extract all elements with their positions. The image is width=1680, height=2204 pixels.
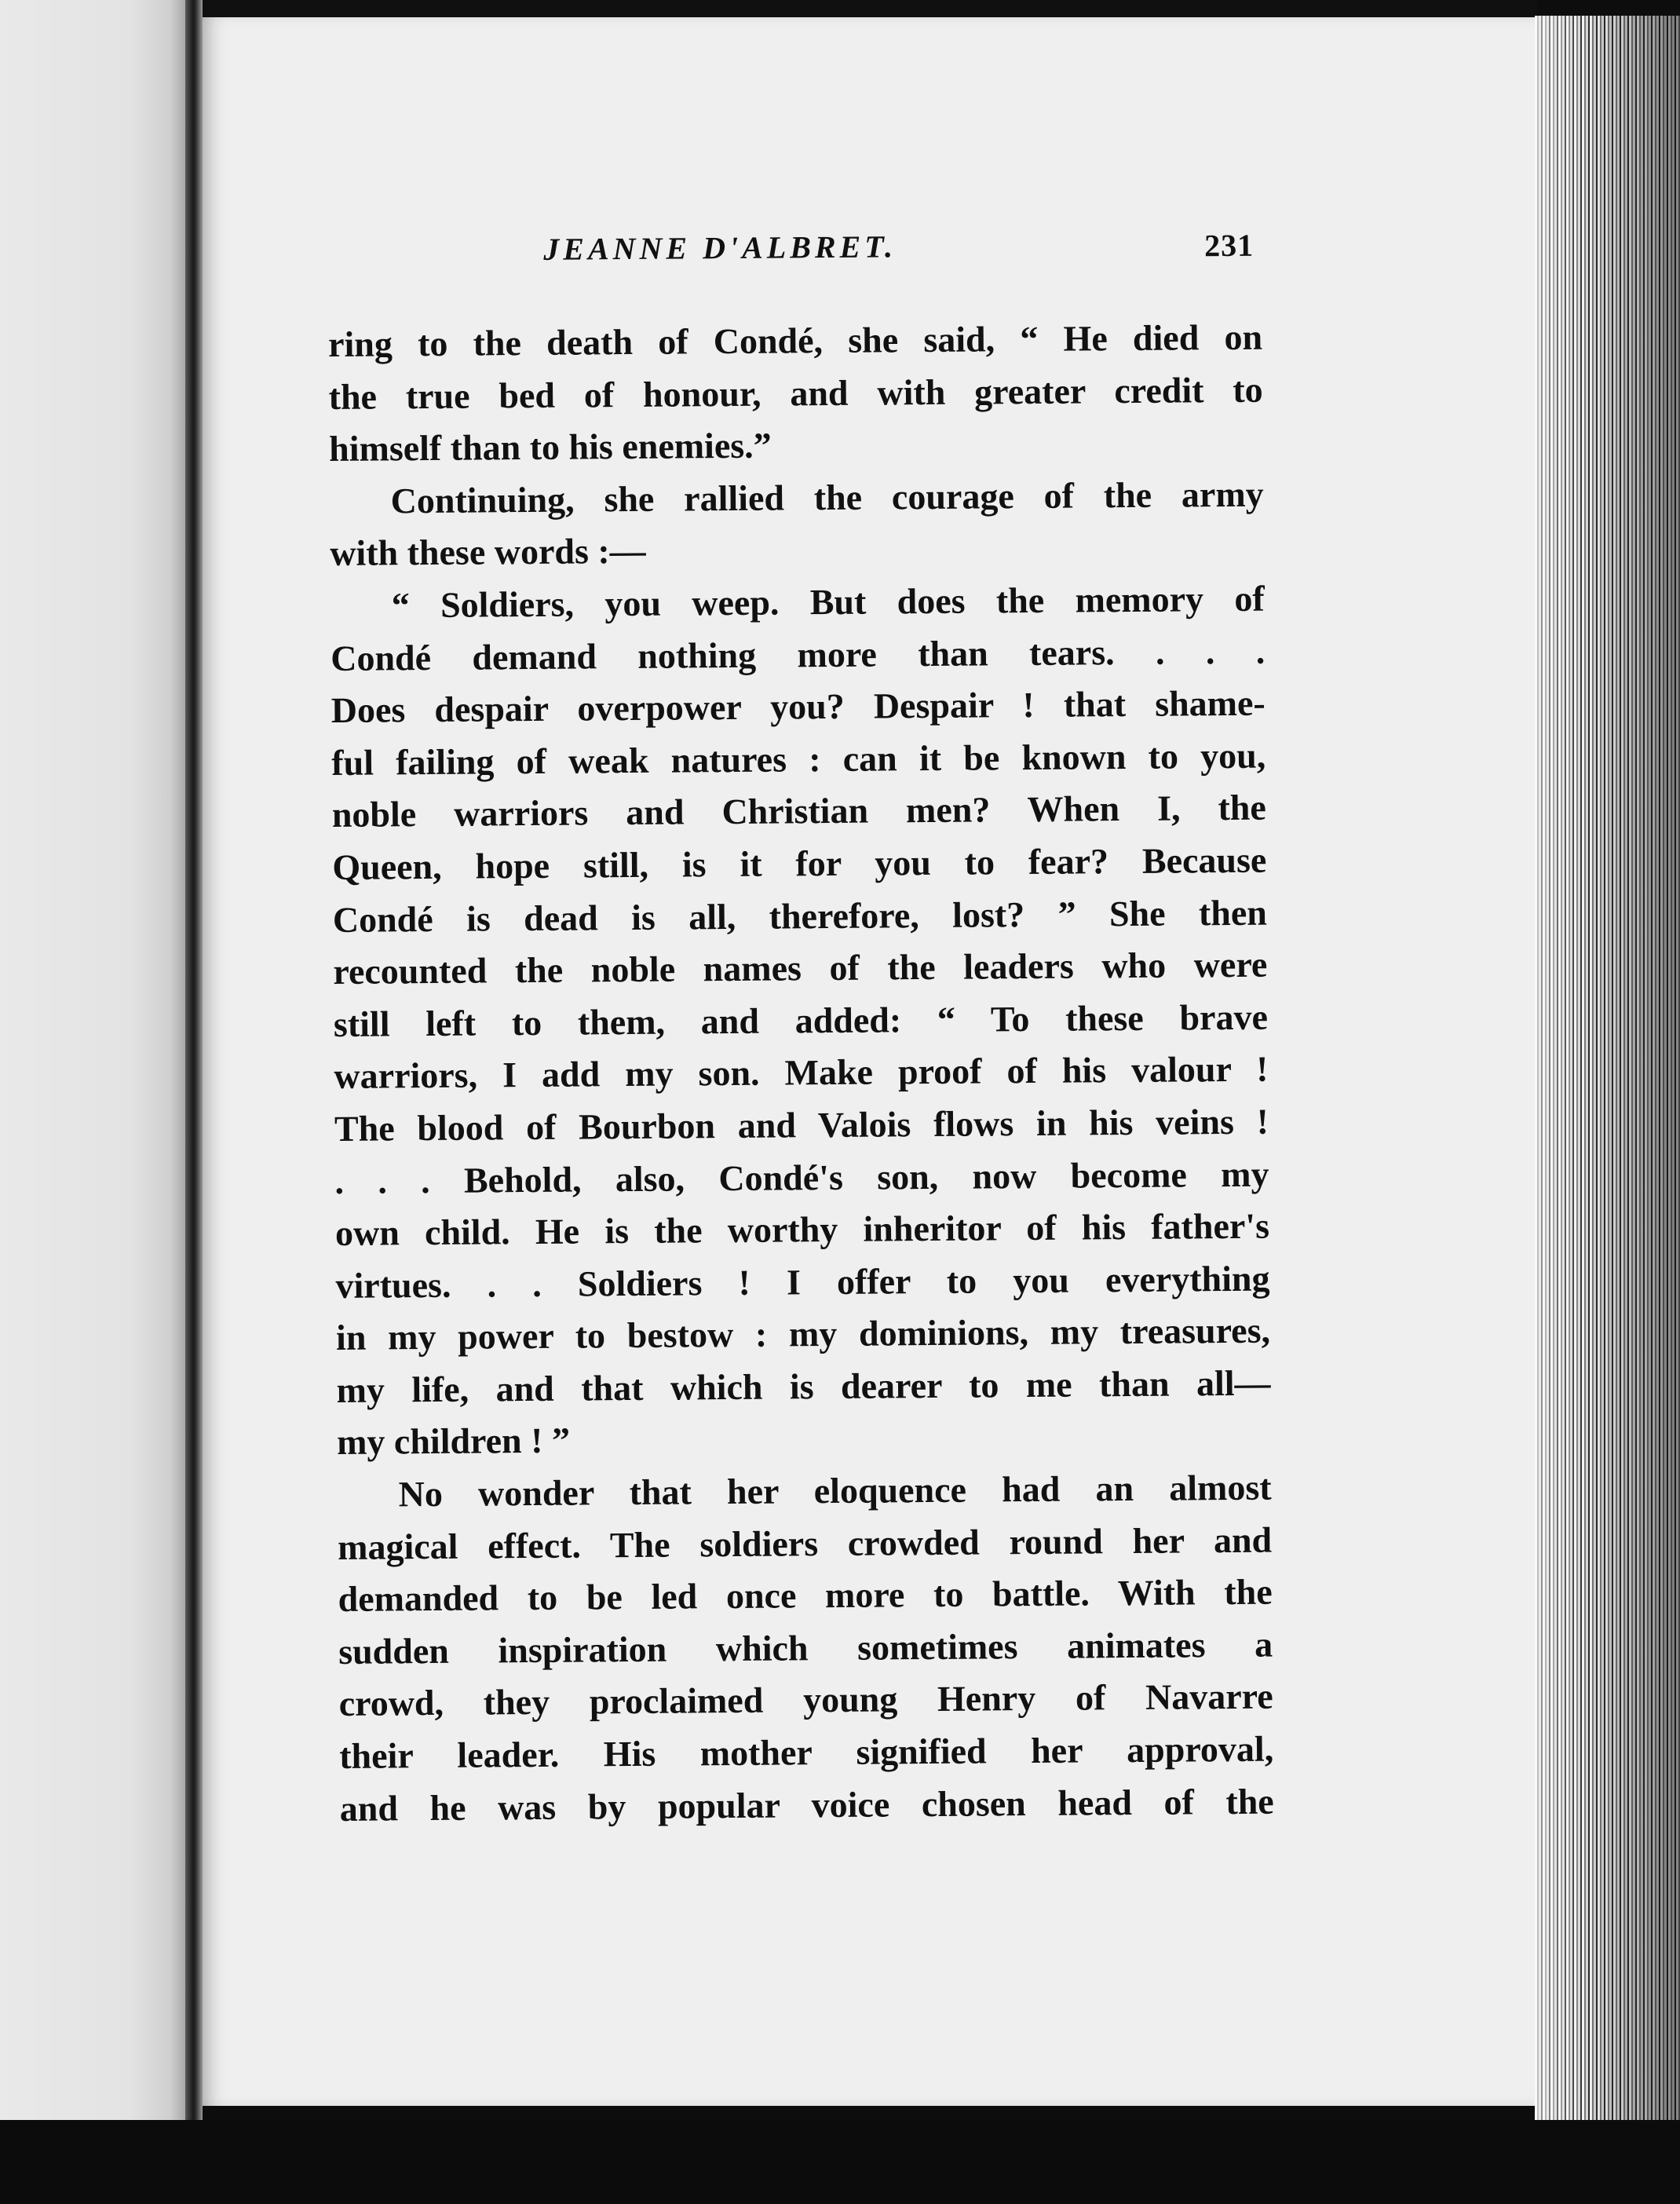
- text-line: The blood of Bourbon and Valois flows in his veins !: [334, 1101, 1269, 1149]
- left-page-edge: [0, 0, 185, 2120]
- text-line: my life, and that which is dearer to me than all—: [336, 1362, 1271, 1410]
- text-line: in my power to bestow : my dominions, my treasures,: [335, 1310, 1271, 1358]
- text-line: Condé demand nothing more than tears. . . .: [331, 630, 1265, 678]
- top-scan-border: [203, 0, 1537, 17]
- text-line: himself than to his enemies.”: [328, 425, 772, 470]
- page-number: 231: [1203, 227, 1255, 264]
- text-line: “ Soldiers, you weep. But does the memory of: [391, 578, 1265, 626]
- text-line: crowd, they proclaimed young Henry of Navarre: [338, 1676, 1273, 1724]
- book-gutter: [185, 0, 203, 2136]
- text-line: and he was by popular voice chosen head of the: [339, 1781, 1274, 1829]
- text-line: demanded to be led once more to battle. With the: [338, 1571, 1273, 1620]
- stacked-page-edges: [1535, 16, 1680, 2136]
- bottom-scan-border: [0, 2120, 1680, 2204]
- running-head: [327, 225, 1269, 280]
- text-line: Continuing, she rallied the courage of the army: [390, 473, 1264, 521]
- text-line: my children ! ”: [336, 1420, 571, 1463]
- body-text: [328, 312, 1274, 1836]
- text-line: their leader. His mother signified her approval,: [339, 1728, 1274, 1776]
- text-line: warriors, I add my son. Make proof of his valour !: [334, 1048, 1269, 1097]
- text-line: the true bed of honour, and with greater credit to: [328, 369, 1263, 417]
- text-line: recounted the noble names of the leaders who were: [333, 944, 1268, 992]
- text-line: Queen, hope still, is it for you to fear? Because: [332, 839, 1267, 887]
- page-text-block: [327, 225, 1282, 1836]
- text-line: with these words :—: [330, 531, 646, 574]
- text-line: noble warriors and Christian men? When I, the: [331, 787, 1266, 835]
- text-line: ful failing of weak natures : can it be known to you,: [331, 735, 1266, 783]
- text-line: No wonder that her eloquence had an almost: [398, 1467, 1272, 1515]
- text-line: sudden inspiration which sometimes animates a: [338, 1624, 1273, 1672]
- text-line: Condé is dead is all, therefore, lost? ” She then: [332, 892, 1268, 940]
- text-line: virtues. . . Soldiers ! I offer to you everything: [335, 1258, 1270, 1306]
- text-line: own child. He is the worthy inheritor of his father's: [334, 1205, 1270, 1254]
- text-line: magical effect. The soldiers crowded round her and: [337, 1519, 1273, 1567]
- text-line: . . . Behold, also, Condé's son, now become my: [334, 1153, 1269, 1201]
- text-line: still left to them, and added: “ To these brave: [333, 996, 1269, 1044]
- running-head-title: JEANNE D'ALBRET.: [543, 228, 897, 267]
- text-line: ring to the death of Condé, she said, “ He died on: [327, 316, 1263, 364]
- text-line: Does despair overpower you? Despair ! that shame-: [331, 682, 1265, 731]
